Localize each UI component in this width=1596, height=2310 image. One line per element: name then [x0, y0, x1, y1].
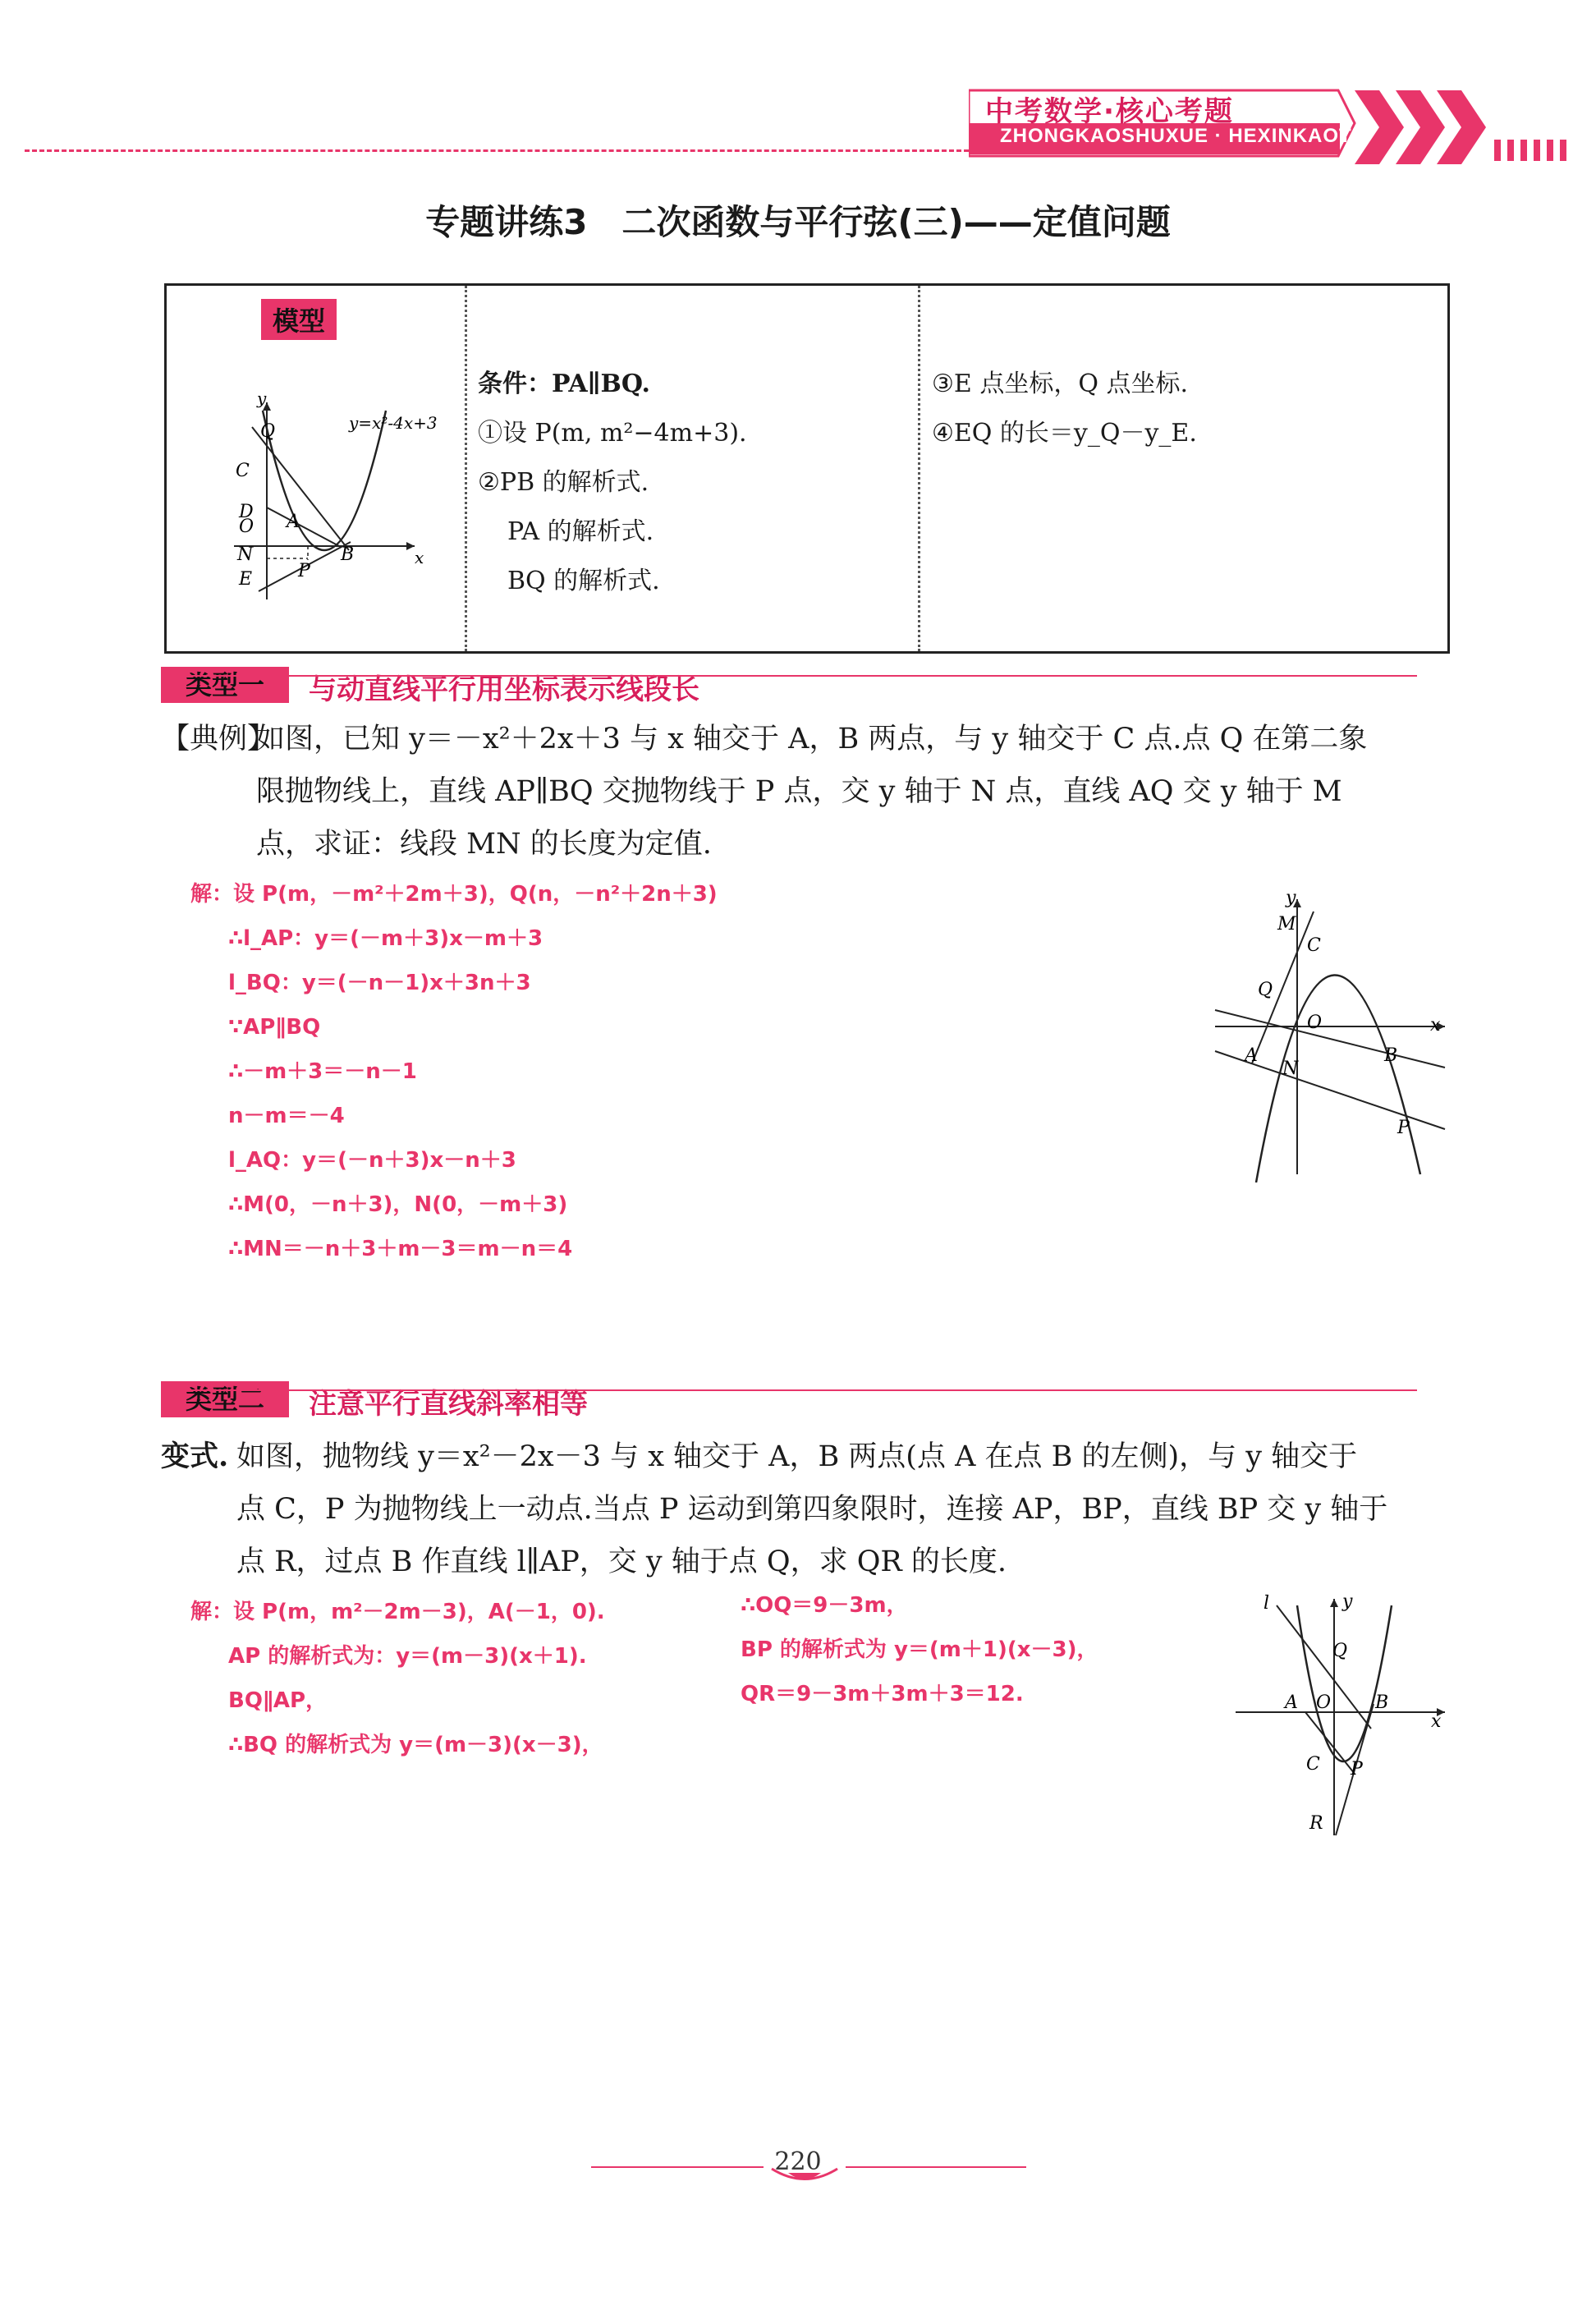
- model-graph-equation: y=x²-4x+3: [349, 413, 438, 433]
- type1-solution-line: ∴l_AP：y＝(－m＋3)x－m＋3: [228, 926, 543, 951]
- type2-graph-label: A: [1285, 1692, 1298, 1713]
- model-graph-label: A: [287, 512, 300, 532]
- type2-problem-line: 点 C，P 为抛物线上一动点.当点 P 运动到第四象限时，连接 AP，BP，直线 BP 交 y 轴于: [236, 1493, 1388, 1526]
- type1-graph-label: M: [1277, 914, 1296, 935]
- type1-problem-line: 限抛物线上，直线 AP∥BQ 交抛物线于 P 点，交 y 轴于 N 点，直线 AQ 交 y 轴于 M: [256, 775, 1342, 808]
- model-graph-label: O: [239, 517, 255, 537]
- model-graph-label: D: [239, 502, 254, 522]
- header-divider: [25, 149, 969, 152]
- type2-graph-label: x: [1431, 1711, 1442, 1732]
- model-graph-label: B: [341, 544, 355, 565]
- header-title-en: ZHONGKAOSHUXUE · HEXINKAOTI: [1000, 125, 1359, 147]
- type2-problem: [236, 1431, 1460, 1588]
- type2-title: 注意平行直线斜率相等: [309, 1388, 588, 1421]
- type2-underline: [161, 1389, 1417, 1391]
- type2-solution-right: [741, 1583, 1098, 1716]
- type2-graph-label: P: [1351, 1759, 1363, 1780]
- type2-graph-label: y: [1342, 1591, 1353, 1612]
- model-step: ③E 点坐标，Q 点坐标.: [932, 370, 1188, 398]
- type2-graph-label: O: [1316, 1692, 1332, 1713]
- model-condition: PA 的解析式.: [507, 517, 654, 546]
- type2-graph-label: l: [1264, 1593, 1270, 1614]
- type2-solution-line: BP 的解析式为 y＝(m＋1)(x－3)，: [741, 1637, 1098, 1662]
- type1-graph-label: O: [1307, 1013, 1323, 1033]
- type1-graph-label: P: [1397, 1118, 1410, 1138]
- type1-solution-line: ∴M(0，－n＋3)，N(0，－m＋3): [228, 1192, 568, 1217]
- type2-solution-line: AP 的解析式为：y＝(m－3)(x＋1).: [228, 1644, 587, 1669]
- type1-title: 与动直线平行用坐标表示线段长: [309, 673, 699, 706]
- model-condition: ①设 P(m, m²−4m+3).: [478, 419, 747, 448]
- type2-solution-line: QR＝9－3m＋3m＋3＝12.: [741, 1682, 1024, 1706]
- type1-graph-label: A: [1245, 1045, 1258, 1066]
- type1-solution-line: 解：设 P(m，－m²＋2m＋3)，Q(n，－n²＋2n＋3): [190, 882, 718, 907]
- model-steps: [932, 360, 1197, 458]
- type1-graph-label: y: [1286, 888, 1296, 908]
- model-graph: [218, 386, 464, 608]
- type1-solution-line: ∴MN＝－n＋3＋m－3＝m－n＝4: [228, 1237, 573, 1261]
- model-condition: 条件：PA∥BQ.: [478, 370, 650, 398]
- type1-solution-line: l_AQ：y＝(－n＋3)x－n＋3: [228, 1148, 516, 1173]
- type2-graph-label: R: [1309, 1813, 1323, 1834]
- model-divider-1: [465, 286, 467, 651]
- type1-underline: [161, 675, 1417, 677]
- type1-problem-line: 点，求证：线段 MN 的长度为定值.: [256, 828, 712, 861]
- type1-graph-label: x: [1430, 1015, 1441, 1036]
- type1-problem: [256, 713, 1463, 870]
- model-graph-label: P: [298, 561, 310, 581]
- model-graph-label: x: [415, 548, 424, 567]
- type2-solution-line: 解：设 P(m，m²－2m－3)，A(－1，0).: [190, 1600, 605, 1624]
- type1-solution-line: ∵AP∥BQ: [228, 1015, 321, 1040]
- type1-graph-label: C: [1307, 935, 1321, 956]
- model-divider-2: [918, 286, 920, 651]
- type1-graph-label: N: [1282, 1059, 1299, 1079]
- model-condition: BQ 的解析式.: [507, 567, 660, 595]
- page-title: 专题讲练3 二次函数与平行弦(三)——定值问题: [425, 202, 1171, 242]
- model-graph-label: y: [257, 388, 267, 408]
- type1-problem-line: 如图，已知 y＝－x²＋2x＋3 与 x 轴交于 A，B 两点，与 y 轴交于 C 点.点 Q 在第二象: [256, 723, 1368, 755]
- type2-problem-line: 如图，抛物线 y＝x²－2x－3 与 x 轴交于 A，B 两点(点 A 在点 B 的左侧)，与 y 轴交于: [236, 1440, 1358, 1473]
- model-graph-label: N: [237, 544, 254, 565]
- type2-variant-label: 变式.: [161, 1440, 229, 1473]
- type2-solution-line: ∴BQ 的解析式为 y＝(m－3)(x－3)，: [228, 1733, 603, 1757]
- type1-solution-line: l_BQ：y＝(－n－1)x＋3n＋3: [228, 971, 531, 995]
- type2-graph-label: C: [1306, 1754, 1320, 1775]
- model-graph-label: E: [239, 569, 253, 590]
- type2-graph: [1227, 1589, 1457, 1844]
- model-condition: ②PB 的解析式.: [478, 468, 649, 497]
- type1-graph-label: B: [1384, 1045, 1398, 1066]
- type1-graph: [1207, 879, 1453, 1183]
- page-number: 220: [774, 2147, 822, 2176]
- header-title-cn: 中考数学·核心考题: [985, 95, 1234, 128]
- type1-solution-line: n－m＝－4: [228, 1104, 345, 1128]
- model-graph-label: Q: [260, 421, 276, 442]
- type1-example-label: 【典例】: [161, 723, 277, 755]
- type1-solution-line: ∴－m＋3＝－n－1: [228, 1059, 417, 1084]
- type2-solution-left: [190, 1590, 605, 1767]
- type1-solution: [190, 872, 718, 1271]
- type2-tag: 类型二: [161, 1381, 289, 1417]
- type1-tag: 类型一: [161, 667, 289, 703]
- model-step: ④EQ 的长＝y_Q－y_E.: [932, 419, 1197, 448]
- type2-solution-line: BQ∥AP，: [228, 1688, 328, 1713]
- type2-graph-label: B: [1375, 1692, 1389, 1713]
- model-tag: 模型: [261, 299, 337, 340]
- model-graph-label: C: [236, 461, 250, 481]
- type2-graph-label: Q: [1332, 1641, 1348, 1661]
- type2-solution-line: ∴OQ＝9－3m，: [741, 1593, 908, 1618]
- model-conditions: [478, 360, 747, 606]
- type1-graph-label: Q: [1258, 980, 1273, 1000]
- type2-problem-line: 点 R，过点 B 作直线 l∥AP，交 y 轴于点 Q，求 QR 的长度.: [236, 1545, 1007, 1578]
